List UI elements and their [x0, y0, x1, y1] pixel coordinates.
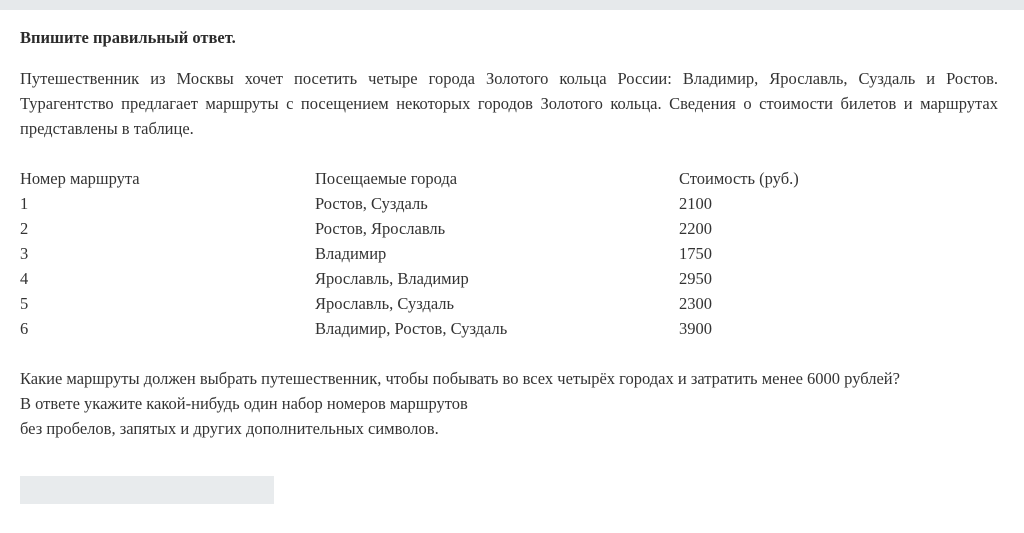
route-cities: Владимир [315, 244, 387, 263]
task-question [20, 366, 998, 441]
route-number: 2 [20, 219, 29, 238]
top-bar [0, 0, 1024, 10]
answer-input[interactable] [20, 476, 274, 504]
header-cost: Стоимость (руб.) [679, 169, 799, 188]
table-row [20, 241, 810, 266]
header-route-number: Номер маршрута [20, 169, 140, 188]
task-content [20, 25, 998, 441]
route-number: 5 [20, 294, 29, 313]
table-row [20, 216, 810, 241]
route-cost: 2300 [679, 294, 712, 313]
table-row [20, 316, 810, 341]
question-line-3: без пробелов, запятых и других дополнительных символов. [20, 419, 439, 438]
route-cost: 1750 [679, 244, 712, 263]
table-row [20, 191, 810, 216]
route-cost: 2200 [679, 219, 712, 238]
route-number: 1 [20, 194, 29, 213]
table-row [20, 266, 810, 291]
task-intro-text: Путешественник из Москвы хочет посетить четыре города Золотого кольца России: Владимир, Ярославль, Суздаль и Ростов. Турагентство предлагает маршруты с посещением некоторых городов Золотого кольца. Сведения о стоимости билетов и маршрутах представлены в таблице. [20, 69, 998, 138]
table-header-row [20, 166, 810, 191]
route-number: 4 [20, 269, 29, 288]
route-cities: Ростов, Ярославль [315, 219, 446, 238]
routes-table [20, 166, 810, 341]
route-number: 6 [20, 319, 29, 338]
route-number: 3 [20, 244, 29, 263]
task-instruction: Впишите правильный ответ. [20, 28, 236, 47]
route-cities: Ярославль, Суздаль [315, 294, 455, 313]
question-line-1: Какие маршруты должен выбрать путешественник, чтобы побывать во всех четырёх городах и затратить менее 6000 рублей? [20, 369, 900, 388]
route-cost: 2950 [679, 269, 712, 288]
route-cities: Ростов, Суздаль [315, 194, 428, 213]
question-line-2: В ответе укажите какой-нибудь один набор номеров маршрутов [20, 394, 468, 413]
table-row [20, 291, 810, 316]
route-cost: 3900 [679, 319, 712, 338]
header-cities: Посещаемые города [315, 169, 458, 188]
route-cities: Ярославль, Владимир [315, 269, 469, 288]
route-cities: Владимир, Ростов, Суздаль [315, 319, 508, 338]
route-cost: 2100 [679, 194, 712, 213]
